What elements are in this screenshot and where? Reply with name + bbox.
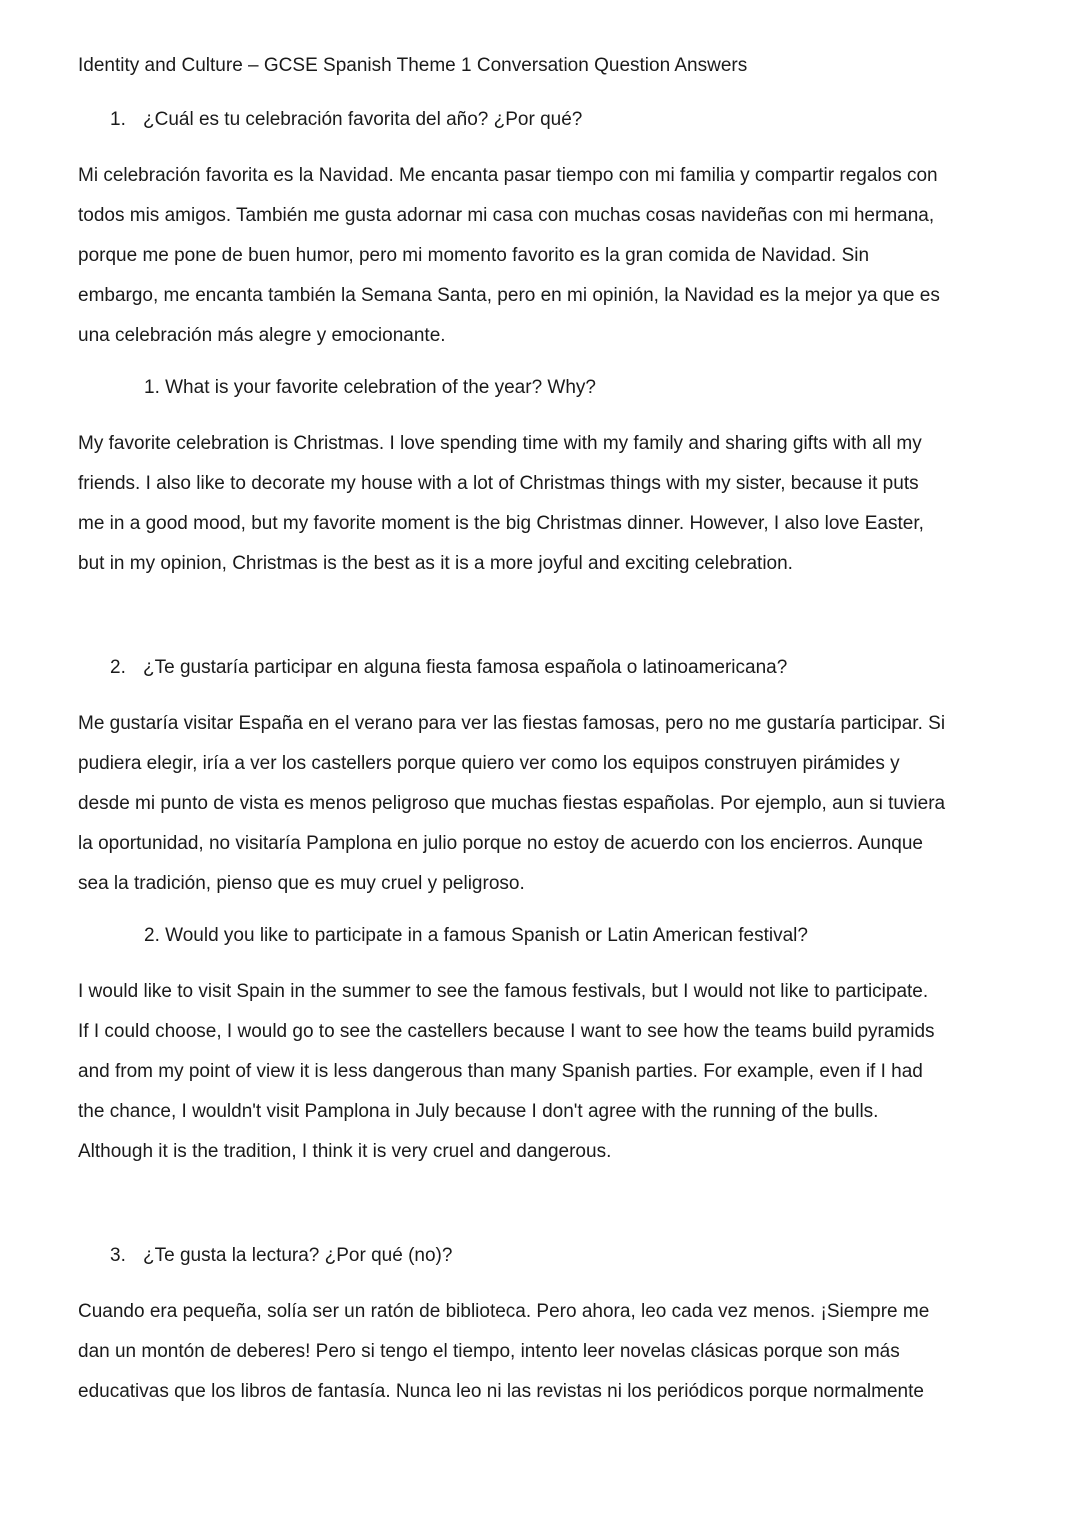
section-spacer (78, 598, 993, 650)
answer-2-spanish: Me gustaría visitar España en el verano para ver las fiestas famosas, pero no me gustaría participar. Si pudiera elegir, iría a ver los castellers porque quiero ver como los equipos construyen pirámides y desde mi punto de vista es menos peligroso que muchas fiestas españolas. Por ejemplo, aun si tuviera la oportunidad, no visitaría Pamplona en julio porque no estoy de acuerdo con los encierros. Aunque sea la tradición, pienso que es muy cruel y peligroso. (78, 713, 946, 894)
question-number: 3. (110, 1245, 126, 1266)
question-3-spanish (78, 1238, 993, 1274)
question-text: ¿Te gustaría participar en alguna fiesta famosa española o latinoamericana? (143, 657, 788, 678)
question-text: ¿Cuál es tu celebración favorita del año? ¿Por qué? (143, 109, 583, 130)
answer-1-spanish: Mi celebración favorita es la Navidad. Me encanta pasar tiempo con mi familia y compartir regalos con todos mis amigos. También me gusta adornar mi casa con muchas cosas navideñas con mi hermana, porque me pone de buen humor, pero mi momento favorito es la gran comida de Navidad. Sin embargo, me encanta también la Semana Santa, pero en mi opinión, la Navidad es la mejor ya que es una celebración más alegre y emocionante. (78, 165, 940, 346)
question-number: 2. (110, 657, 126, 678)
question-1-english: 1. What is your favorite celebration of the year? Why? (144, 377, 596, 398)
question-2-spanish (78, 650, 993, 686)
document-page (78, 48, 993, 1426)
answer-1-english: My favorite celebration is Christmas. I love spending time with my family and sharing gifts with all my friends. I also like to decorate my house with a lot of Christmas things with my sister, because it puts me in a good mood, but my favorite moment is the big Christmas dinner. However, I also love Easter, but in my opinion, Christmas is the best as it is a more joyful and exciting celebration. (78, 433, 924, 574)
question-text: ¿Te gusta la lectura? ¿Por qué (no)? (143, 1245, 453, 1266)
document-title: Identity and Culture – GCSE Spanish Theme 1 Conversation Question Answers (78, 55, 748, 76)
question-2-english: 2. Would you like to participate in a famous Spanish or Latin American festival? (144, 925, 808, 946)
question-1-spanish (78, 102, 993, 138)
question-number: 1. (110, 109, 126, 130)
answer-3-spanish: Cuando era pequeña, solía ser un ratón de biblioteca. Pero ahora, leo cada vez menos. ¡Siempre me dan un montón de deberes! Pero si tengo el tiempo, intento leer novelas clásicas porque son más educativas que los libros de fantasía. Nunca leo ni las revistas ni los periódicos porque normalmente (78, 1301, 930, 1402)
section-spacer (78, 1186, 993, 1238)
answer-2-english: I would like to visit Spain in the summer to see the famous festivals, but I would not like to participate. If I could choose, I would go to see the castellers because I want to see how the teams build pyramids and from my point of view it is less dangerous than many Spanish parties. For example, even if I had the chance, I wouldn't visit Pamplona in July because I don't agree with the running of the bulls. Although it is the tradition, I think it is very cruel and dangerous. (78, 981, 935, 1162)
